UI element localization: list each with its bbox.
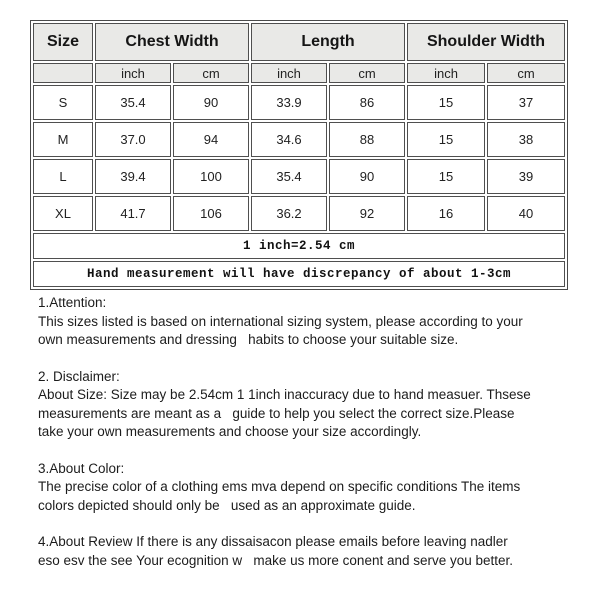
table-cell: 41.7 [95,196,171,231]
table-cell: 15 [407,159,485,194]
table-cell: 39 [487,159,565,194]
table-cell: 35.4 [251,159,327,194]
table-cell: 35.4 [95,85,171,120]
about-color-section [38,460,573,516]
size-label: M [33,122,93,157]
unit-header-chest-cm: cm [173,63,249,83]
text-line: The precise color of a clothing ems mva depend on specific conditions The items [38,479,521,494]
table-cell: 34.6 [251,122,327,157]
text-line: 4.About Review If there is any dissaisacon please emails before leaving nadler [38,534,508,549]
unit-header-shoulder-cm: cm [487,63,565,83]
text-line: measurements are meant as a guide to help you select the correct size.Please [38,405,515,421]
text-line: 2. Disclaimer: [38,368,120,384]
conversion-note-row [33,233,565,259]
text-line: take your own measurements and choose your size accordingly. [38,424,422,439]
column-header-length: Length [251,23,405,61]
table-row-m [33,122,565,157]
text-line: 3.About Color: [38,460,125,476]
measurement-note-row [33,261,565,287]
table-cell: 15 [407,122,485,157]
table-cell: 90 [173,85,249,120]
table-cell: 90 [329,159,405,194]
unit-header-length-inch: inch [251,63,327,83]
notes-area [38,294,573,588]
text-line: eso esv the see Your ecognition w make us more conent and serve you better. [38,552,514,568]
table-row-s [33,85,565,120]
table-cell: 39.4 [95,159,171,194]
unit-header-shoulder-inch: inch [407,63,485,83]
main-header-row [33,23,565,61]
table-cell: 36.2 [251,196,327,231]
hand-measurement-note: Hand measurement will have discrepancy of about 1-3cm [33,261,565,287]
attention-section [38,294,573,350]
table-cell: 38 [487,122,565,157]
text-line: colors depicted should only be used as an approximate guide. [38,497,416,513]
table-cell: 86 [329,85,405,120]
text-line: own measurements and dressing habits to choose your suitable size. [38,332,459,347]
about-review-section [38,533,573,570]
column-header-size: Size [33,23,93,61]
table-cell: 37.0 [95,122,171,157]
text-line: This sizes listed is based on international sizing system, please according to your [38,313,523,329]
table-cell: 100 [173,159,249,194]
table-cell: 33.9 [251,85,327,120]
unit-header-length-cm: cm [329,63,405,83]
table-cell: 37 [487,85,565,120]
size-label: S [33,85,93,120]
size-label: XL [33,196,93,231]
table-row-l [33,159,565,194]
column-header-shoulder-width: Shoulder Width [407,23,565,61]
table-cell: 15 [407,85,485,120]
table-cell: 94 [173,122,249,157]
disclaimer-section [38,368,573,442]
column-header-chest-width: Chest Width [95,23,249,61]
table-cell: 16 [407,196,485,231]
table-row-xl [33,196,565,231]
text-line: 1.Attention: [38,295,107,310]
unit-header-chest-inch: inch [95,63,171,83]
table-cell: 40 [487,196,565,231]
unit-header-empty [33,63,93,83]
table-cell: 106 [173,196,249,231]
table-cell: 92 [329,196,405,231]
table-cell: 88 [329,122,405,157]
size-label: L [33,159,93,194]
text-line: About Size: Size may be 2.54cm 1 1inch inaccuracy due to hand measuer. Thsese [38,387,531,402]
unit-header-row [33,63,565,83]
inch-conversion-note: 1 inch=2.54 cm [33,233,565,259]
size-chart-table [30,20,568,290]
